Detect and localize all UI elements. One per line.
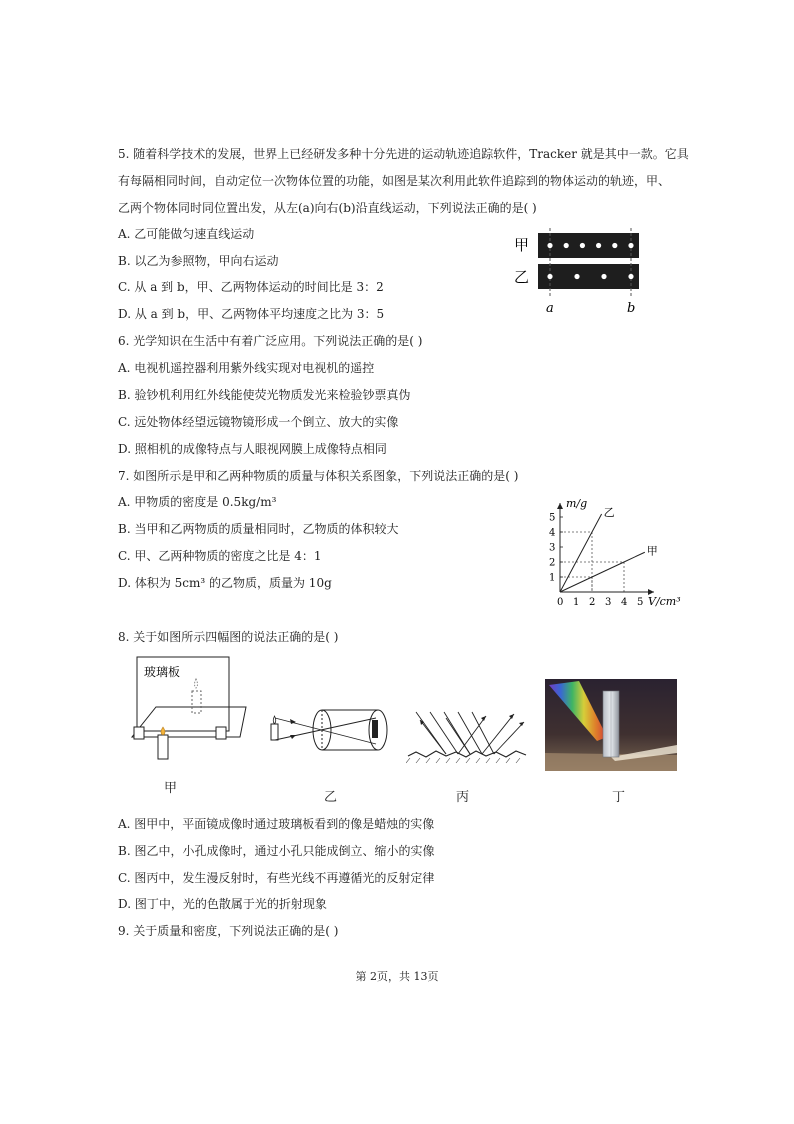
y-tick-label: 4 (549, 527, 556, 539)
q8-stem: 8. 关于如图所示四幅图的说法正确的是( ) (118, 630, 339, 644)
y-tick-label: 1 (549, 572, 556, 584)
jia-dot (564, 243, 569, 248)
q5-tracker-figure (512, 226, 647, 318)
q5-track-yi (538, 264, 639, 289)
jia-dot (628, 243, 633, 248)
ray-arrow-icon (509, 714, 514, 719)
q8-option-c: C. 图丙中，发生漫反射时，有些光线不再遵循光的反射定律 (118, 871, 435, 885)
q5-option-d: D. 从 a 到 b，甲、乙两物体平均速度之比为 3：5 (118, 307, 385, 321)
x-tick-label: 0 (557, 597, 564, 608)
x-tick-label: 5 (637, 597, 644, 608)
y-axis-arrow-icon (557, 503, 563, 509)
q6-option-d: D. 照相机的成像特点与人眼视网膜上成像特点相同 (118, 442, 387, 456)
q5-stem-line2: 有每隔相同时间，自动定位一次物体位置的功能，如图是某次利用此软件追踪到的物体运动的轨迹，甲、 (118, 174, 671, 188)
glass-plate-label: 玻璃板 (144, 665, 181, 679)
q8-option-b: B. 图乙中，小孔成像时，通过小孔只能成倒立、缩小的实像 (118, 844, 435, 858)
q5-track-jia (538, 233, 639, 258)
x-tick-label: 1 (573, 597, 580, 608)
candle-image-icon (192, 691, 201, 713)
q7-stem: 7. 如图所示是甲和乙两种物质的质量与体积关系图象，下列说法正确的是( ) (118, 469, 519, 483)
support-block-right (216, 727, 226, 739)
yi-dot (574, 274, 579, 279)
flame-icon (273, 716, 276, 724)
image-flame-icon (195, 679, 198, 688)
series-label-1: 甲 (646, 544, 658, 558)
chart-x-label: V/cm³ (648, 595, 681, 608)
q5-label-jia: 甲 (514, 236, 530, 254)
q7-option-c: C. 甲、乙两种物质的密度之比是 4：1 (118, 549, 322, 563)
y-tick-label: 5 (549, 512, 556, 524)
q6-stem: 6. 光学知识在生活中有着广泛应用。下列说法正确的是( ) (118, 334, 423, 348)
q5-option-b: B. 以乙为参照物，甲向右运动 (118, 254, 279, 268)
yi-dot (601, 274, 606, 279)
series-line-1 (560, 552, 645, 592)
q8-option-d: D. 图丁中，光的色散属于光的折射现象 (118, 897, 327, 911)
q5-option-a: A. 乙可能做匀速直线运动 (118, 227, 255, 241)
yi-dot (628, 274, 633, 279)
series-line-0 (560, 514, 602, 592)
q8-option-a: A. 图甲中，平面镜成像时通过玻璃板看到的像是蜡烛的实像 (118, 817, 435, 831)
y-tick-label: 3 (549, 542, 556, 554)
ray-arrow-icon (481, 716, 486, 721)
q8-fig-jia-plane-mirror (128, 655, 248, 767)
x-tick-label: 3 (605, 597, 612, 608)
jia-dot (547, 243, 552, 248)
x-tick-label: 4 (621, 597, 628, 608)
q6-option-c: C. 远处物体经望远镜物镜形成一个倒立、放大的实像 (118, 415, 399, 429)
q6-option-b: B. 验钞机利用红外线能使荧光物质发光来检验钞票真伪 (118, 388, 411, 402)
q5-stem-line3: 乙两个物体同时同位置出发，从左(a)向右(b)沿直线运动，下列说法正确的是( ) (118, 201, 537, 215)
y-tick-label: 2 (549, 557, 556, 569)
q8-caption-yi: 乙 (324, 790, 338, 805)
yi-dot (547, 274, 552, 279)
q8-fig-yi-pinhole-camera (266, 704, 392, 756)
rough-surface (408, 751, 526, 757)
flame-icon (161, 727, 165, 735)
q5-option-c: C. 从 a 到 b，甲、乙两物体运动的时间比是 3：2 (118, 280, 384, 294)
q7-option-b: B. 当甲和乙两物质的质量相同时，乙物质的体积较大 (118, 522, 399, 536)
support-block-left (134, 727, 144, 739)
series-label-0: 乙 (603, 506, 615, 519)
q8-caption-bing: 丙 (456, 790, 470, 805)
q8-fig-bing-diffuse-reflection (406, 708, 530, 764)
inverted-image (372, 720, 378, 738)
q5-label-yi: 乙 (514, 268, 530, 286)
q7-option-d: D. 体积为 5cm³ 的乙物质，质量为 10g (118, 576, 332, 590)
jia-dot (612, 243, 617, 248)
q7-option-a: A. 甲物质的密度是 0.5kg/m³ (118, 495, 277, 509)
candle-icon (158, 735, 168, 759)
q8-fig-ding-prism-dispersion (545, 679, 677, 771)
chart-y-label: m/g (566, 497, 588, 510)
q5-label-b: b (627, 301, 636, 316)
jia-dot (596, 243, 601, 248)
x-tick-label: 2 (589, 597, 596, 608)
q7-mass-volume-chart (540, 492, 690, 614)
jia-dot (580, 243, 585, 248)
q8-caption-ding: 丁 (612, 790, 626, 805)
ray-arrow-icon (290, 735, 296, 739)
ray-arrow-icon (519, 722, 524, 726)
candle-icon (271, 724, 278, 740)
q6-option-a: A. 电视机遥控器利用紫外线实现对电视机的遥控 (118, 361, 375, 375)
q5-stem-line1: 5. 随着科学技术的发展，世界上已经研发多种十分先进的运动轨迹追踪软件，Tracker 就是其中一款。它具 (118, 147, 689, 161)
page-footer: 第 2页，共 13页 (355, 970, 439, 983)
q5-label-a: a (546, 301, 554, 316)
q8-caption-jia: 甲 (164, 781, 178, 796)
q9-stem: 9. 关于质量和密度，下列说法正确的是( ) (118, 924, 339, 938)
